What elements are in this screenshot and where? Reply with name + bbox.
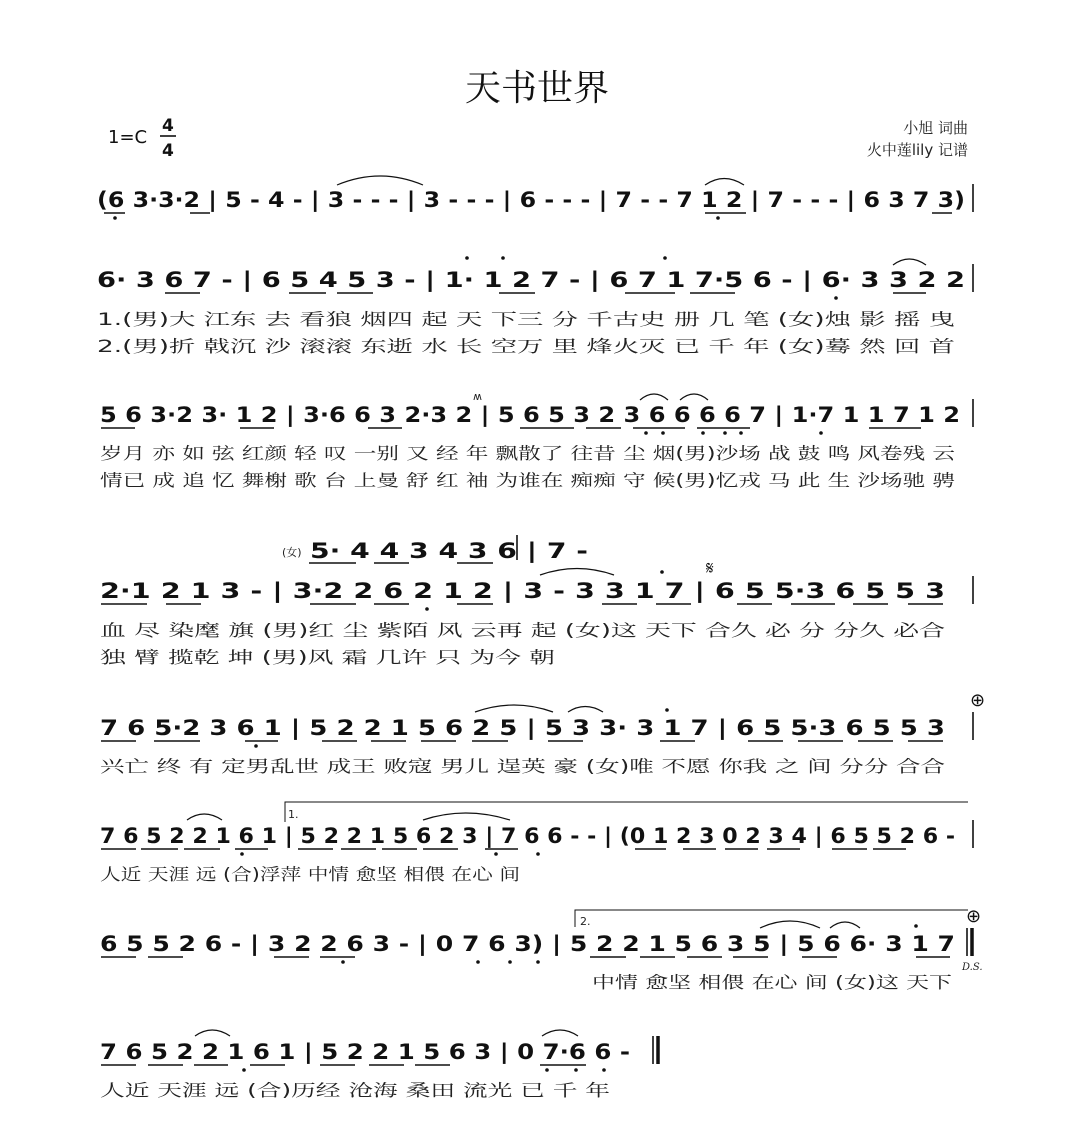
system-4-lyric-verse-1: 血 尽 染麾 旗 (男)红 尘 紫陌 风 云再 起 (女)这 天下 合久 必 分 分久 必合 — [100, 621, 945, 640]
slur — [542, 1030, 578, 1036]
upper-octave-dot — [660, 570, 664, 574]
system-1-notes: (6 3·3·2 | 5 - 4 - | 3 - - - | 3 - - - | 6 - - - | 7 - - 7 1 2 | 7 - - - | 6 3 7 3) — [97, 188, 867, 212]
upper-octave-dot — [914, 924, 918, 928]
system-3-lyric-verse-2: 情已 成 追 忆 舞榭 歌 台 上曼 舒 红 袖 为谁在 痴痴 守 候(男)忆戎 马 此 生 沙场驰 骋 — [100, 471, 956, 490]
lower-octave-dot — [240, 852, 244, 856]
system-3 — [100, 390, 973, 490]
lyricist-composer-credit: 小旭 词曲 — [903, 119, 968, 137]
system-2-lyric-verse-1: 1.(男)大 江东 去 看狼 烟四 起 天 下三 分 千古史 册 几 笔 (女)烛 影 摇 曳 — [97, 310, 955, 329]
lower-octave-dot — [545, 1068, 549, 1072]
system-6-lyric: 人近 天涯 远 (合)浮萍 中情 愈坚 相偎 在心 间 — [100, 865, 436, 884]
second-ending-bracket — [575, 910, 968, 927]
system-7 — [100, 906, 983, 992]
system-6-notes: 7 6 5 2 2 1 6 1 | 5 2 2 1 5 6 2 3 | 7 6 6 - - | (0 1 2 3 0 2 3 4 | 6 5 5 2 6 - — [100, 824, 912, 848]
slur — [568, 707, 603, 713]
system-3-notes: 5 6 3·2 3· 1 2 | 3·6 6 3 2·3 2 | 5 6 5 3 2 3 6 6 6 6 7 | 1·7 1 1 7 1 2 — [100, 403, 850, 427]
lower-octave-dot — [716, 216, 720, 220]
tie — [337, 176, 423, 185]
page-title: 天书世界 — [464, 68, 610, 109]
lower-octave-dot — [644, 431, 648, 435]
slur — [705, 179, 744, 186]
upper-octave-dot — [665, 708, 669, 712]
slur — [195, 1030, 230, 1036]
key-signature: 1=C — [108, 127, 148, 148]
system-5-notes: 7 6 5·2 3 6 1 | 5 2 2 1 5 6 2 5 | 5 3 3· 3 1 7 | 6 5 5·3 6 5 5 3 — [100, 716, 783, 740]
system-8 — [100, 1030, 658, 1100]
trill-sign: ʍ — [473, 390, 482, 403]
coda-sign: ⊕ — [970, 690, 986, 711]
lower-octave-dot — [834, 296, 838, 300]
lower-octave-dot — [602, 1068, 606, 1072]
coda-sign: ⊕ — [966, 906, 982, 927]
system-4 — [100, 535, 973, 667]
system-3-lyric-verse-1: 岁月 亦 如 弦 红颜 轻 叹 一别 又 经 年 飘散了 往昔 尘 烟(男)沙场 战 鼓 鸣 风卷残 云 — [100, 444, 725, 463]
ds-marking: D.S. — [962, 962, 983, 973]
lower-octave-dot — [536, 960, 540, 964]
upper-octave-dot — [663, 256, 667, 260]
segno-sign: 𝄋 — [706, 558, 714, 579]
first-ending-label: 1. — [288, 808, 299, 821]
slur — [830, 922, 860, 928]
female-part-label: (女) — [282, 546, 302, 559]
lower-octave-dot — [476, 960, 480, 964]
slur — [640, 394, 668, 400]
lower-octave-dot — [723, 431, 727, 435]
slur — [760, 921, 820, 928]
slur — [187, 814, 222, 820]
lower-octave-dot — [819, 431, 823, 435]
lower-octave-dot — [341, 960, 345, 964]
lower-octave-dot — [739, 431, 743, 435]
system-7-lyric: 中情 愈坚 相偎 在心 间 (女)这 天下 — [592, 973, 952, 992]
upper-octave-dot — [501, 256, 505, 260]
slur — [475, 705, 553, 712]
system-4-notes: 2·1 2 1 3 - | 3·2 2 6 2 1 2 | 3 - 3 3 1 7 | 6 5 5·3 6 5 5 3 — [100, 579, 720, 603]
lower-octave-dot — [494, 852, 498, 856]
lower-octave-dot — [574, 1068, 578, 1072]
slur — [893, 259, 926, 265]
slur — [680, 394, 708, 400]
lower-octave-dot — [254, 744, 258, 748]
upper-octave-dot — [465, 256, 469, 260]
time-signature-numerator: 4 — [162, 116, 174, 136]
system-4-lyric-verse-2: 独 臂 揽乾 坤 (男)风 霜 几许 只 为今 朝 — [100, 648, 555, 667]
lower-octave-dot — [508, 960, 512, 964]
slur — [423, 813, 510, 820]
lower-octave-dot — [701, 431, 705, 435]
lower-octave-dot — [425, 607, 429, 611]
system-5-lyric: 兴亡 终 有 定男乱世 成王 败寇 男儿 逞英 豪 (女)唯 不愿 你我 之 间 分分 合合 — [100, 757, 945, 776]
transcriber-credit: 火中莲lily 记谱 — [866, 141, 968, 159]
system-2 — [97, 256, 973, 356]
system-1 — [97, 176, 973, 220]
lower-octave-dot — [242, 1068, 246, 1072]
first-ending-bracket — [285, 802, 968, 822]
system-2-notes: 6· 3 6 7 - | 6 5 4 5 3 - | 1· 1 2 7 - | 6 7 1 7·5 6 - | 6· 3 3 2 2 — [97, 268, 765, 292]
system-8-lyric: 人近 天涯 远 (合)历经 沧海 桑田 流光 已 千 年 — [100, 1081, 441, 1100]
tie — [540, 569, 614, 576]
second-ending-label: 2. — [580, 915, 591, 928]
system-8-notes: 7 6 5 2 2 1 6 1 | 5 2 2 1 5 6 3 | 0 7·6 6 - — [100, 1040, 556, 1064]
lower-octave-dot — [536, 852, 540, 856]
system-7-notes: 6 5 5 2 6 - | 3 2 2 6 3 - | 0 7 6 3) | 5 2 2 1 5 6 3 5 | 5 6 6· 3 1 7 — [100, 932, 817, 956]
lower-octave-dot — [661, 431, 665, 435]
system-2-lyric-verse-2: 2.(男)折 戟沉 沙 滚滚 东逝 水 长 空万 里 烽火灭 已 千 年 (女)蓦 然 回 首 — [97, 337, 635, 356]
lower-octave-dot — [113, 216, 117, 220]
time-signature-denominator: 4 — [162, 141, 174, 161]
system-6 — [100, 802, 973, 884]
system-4-upper-notes: 5· 4 4 3 4 3 6 | 7 - — [310, 539, 518, 563]
system-5 — [100, 690, 985, 776]
